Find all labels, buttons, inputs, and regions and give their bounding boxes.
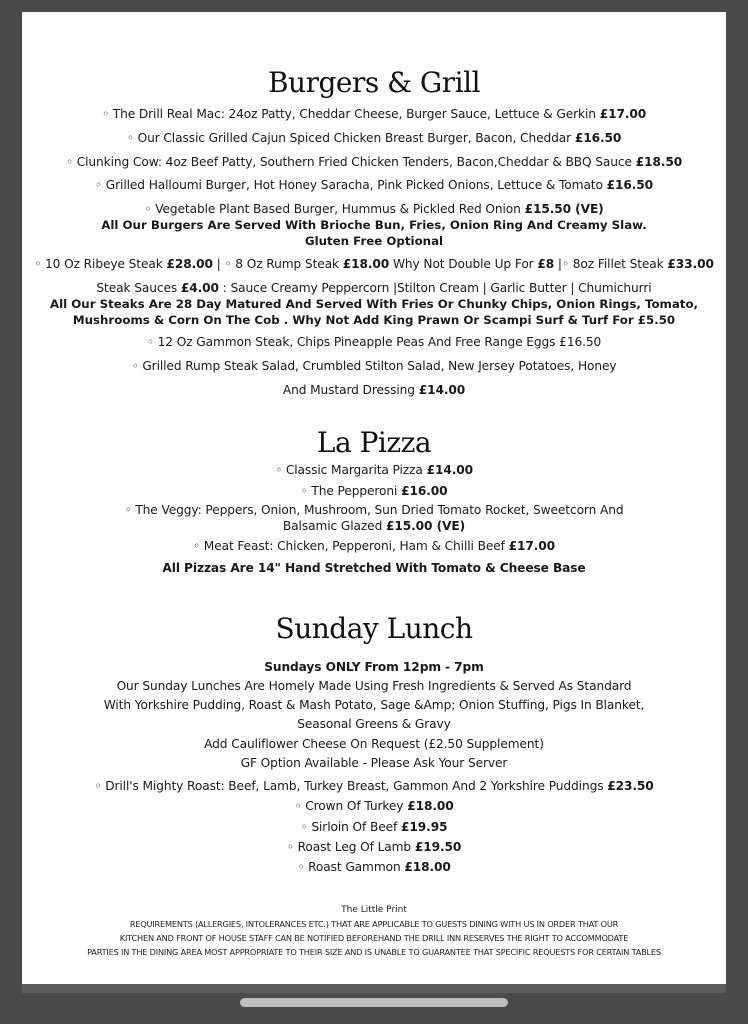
menu-item: ◦ Clunking Cow: 4oz Beef Patty, Southern Fried Chicken Tenders, Bacon,Cheddar & BBQ Sauce £18.50 [65,154,683,169]
sunday-desc: Our Sunday Lunches Are Homely Made Using Fresh Ingredients & Served As Standard [116,679,632,693]
sunday-desc: With Yorkshire Pudding, Roast & Mash Potato, Sage &Amp; Onion Stuffing, Pigs In Blanket, [103,698,645,713]
veg-burger-block [22,201,726,249]
fine-print-heading: The Little Print [341,905,407,915]
pizza-section [22,426,726,460]
steak-sauces: Steak Sauces £4.00 : Sauce Creamy Peppercorn |Stilton Cream | Garlic Butter | Chumichurri [96,281,652,295]
steaks-line [22,253,726,277]
sunday-list [22,776,726,877]
horizontal-scrollbar[interactable] [240,998,508,1007]
grill-extras [22,331,726,402]
cauliflower-note: Add Cauliflower Cheese On Request (£2.50 Supplement) [204,736,544,751]
pizza-list [22,460,726,501]
top-bar [0,0,748,5]
fine-print [22,903,726,959]
menu-item: ◦ Grilled Rump Steak Salad, Crumbled Stilton Salad, New Jersey Potatoes, Honey [131,358,617,373]
menu-item: Balsamic Glazed £15.00 (VE) [282,519,466,533]
sunday-title: Sunday Lunch [275,612,473,645]
menu-item: ◦ Grilled Halloumi Burger, Hot Honey Saracha, Pink Picked Onions, Lettuce & Tomato £16.50 [94,178,654,193]
pizza-list-2 [22,536,726,579]
sunday-desc: Seasonal Greens & Gravy [297,717,451,732]
menu-item: ◦ Crown Of Turkey £18.00 [294,799,454,814]
sunday-info [22,657,726,773]
veggy-pizza [22,502,726,534]
fine-print-line: REQUIREMENTS (ALLERGIES, INTOLERANCES ETC.) THAT ARE APPLICABLE TO GUESTS DINING WITH US IN ORDER THAT OUR [129,919,619,929]
steak-note-line2: Mushrooms & Corn On The Cob . Why Not Add King Prawn Or Scampi Surf & Turf For £5.50 [72,313,676,327]
page-bottom-edge [22,984,726,993]
sunday-hours: Sundays ONLY From 12pm - 7pm [264,660,484,674]
burgers-list [22,103,726,198]
menu-item: ◦ The Pepperoni £16.00 [300,483,448,498]
burgers-section [22,66,726,100]
burger-note: All Our Burgers Are Served With Brioche Bun, Fries, Onion Ring And Creamy Slaw. [101,218,647,232]
menu-item: ◦ Vegetable Plant Based Burger, Hummus & Pickled Red Onion £15.50 (VE) [144,202,604,216]
steak-note-line1: All Our Steaks Are 28 Day Matured And Served With Fries Or Chunky Chips, Onion Rings, Tomato, [49,297,699,311]
menu-item: ◦ The Drill Real Mac: 24oz Patty, Cheddar Cheese, Burger Sauce, Lettuce & Gerkin £17.00 [101,107,647,121]
steak-sauces-block [22,280,726,328]
pizza-note: All Pizzas Are 14" Hand Stretched With Tomato & Cheese Base [162,560,586,575]
fine-print-line: PARTIES IN THE DINING AREA MOST APPROPRIATE TO THEIR SIZE AND IS UNABLE TO GUARANTEE THAT SPECIFIC REQUESTS FOR CERTAIN TABLES [87,947,661,957]
menu-item: ◦ Roast Leg Of Lamb £19.50 [286,839,462,854]
pizza-title: La Pizza [316,426,432,459]
fine-print-line: KITCHEN AND FRONT OF HOUSE STAFF CAN BE NOTIFIED BEFOREHAND THE DRILL INN RESERVES THE RIGHT TO ACCOMMODATE [119,933,629,943]
menu-item: ◦ Drill's Mighty Roast: Beef, Lamb, Turkey Breast, Gammon And 2 Yorkshire Puddings £23.50 [94,779,654,793]
menu-item: ◦ Meat Feast: Chicken, Pepperoni, Ham & Chilli Beef £17.00 [192,539,556,553]
gluten-free-note: Gluten Free Optional [304,234,444,248]
sunday-section [22,612,726,646]
menu-item: And Mustard Dressing £14.00 [282,382,466,397]
steak-options: ◦ 10 Oz Ribeye Steak £28.00 | ◦ 8 Oz Rump Steak £18.00 Why Not Double Up For £8 |◦ 8oz Fillet Steak £33.00 [34,257,714,271]
menu-item: ◦ 12 Oz Gammon Steak, Chips Pineapple Peas And Free Range Eggs £16.50 [146,335,602,349]
menu-page [22,12,726,984]
bottom-bar [0,984,748,1024]
menu-item: ◦ Roast Gammon £18.00 [297,860,451,875]
menu-item: ◦ The Veggy: Peppers, Onion, Mushroom, Sun Dried Tomato Rocket, Sweetcorn And [124,503,624,517]
burgers-title: Burgers & Grill [267,66,481,99]
gf-note: GF Option Available - Please Ask Your Server [240,755,508,770]
menu-item: ◦ Sirloin Of Beef £19.95 [300,819,448,834]
menu-item: ◦ Our Classic Grilled Cajun Spiced Chicken Breast Burger, Bacon, Cheddar £16.50 [126,130,622,145]
menu-item: ◦ Classic Margarita Pizza £14.00 [274,463,474,477]
